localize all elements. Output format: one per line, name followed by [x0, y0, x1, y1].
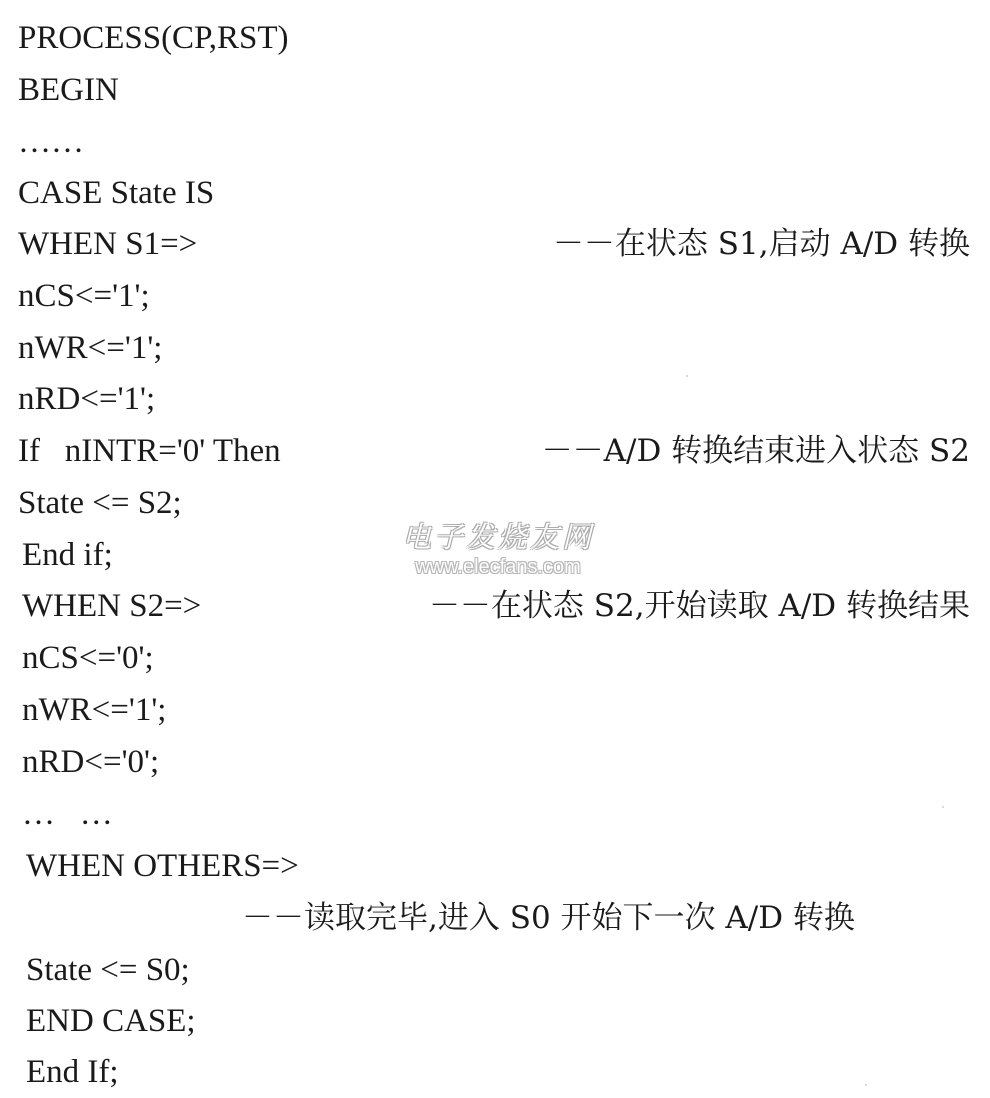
code-line: [0, 322, 990, 374]
code-line: [0, 64, 990, 116]
code-line: [0, 632, 990, 684]
code-comment: －－在状态 S1,启动 A/D 转换: [552, 226, 970, 262]
code-text: End If;: [26, 1054, 119, 1090]
code-line: [0, 116, 990, 168]
code-line: [0, 373, 990, 425]
code-text: … …: [22, 796, 113, 832]
code-line: [0, 425, 990, 477]
code-line: [0, 12, 990, 64]
code-line: [0, 270, 990, 322]
scan-speck: [686, 375, 688, 377]
code-line: [0, 477, 990, 529]
watermark-url: www.elecfans.com: [415, 556, 581, 578]
code-text: nWR<='1';: [18, 330, 163, 366]
code-comment: －－A/D 转换结束进入状态 S2: [541, 433, 970, 469]
code-text: WHEN S1=>: [18, 226, 198, 262]
watermark-title: 电子发烧友网: [401, 520, 594, 554]
code-text: nWR<='1';: [22, 692, 167, 728]
code-line: [0, 1046, 990, 1098]
code-text: nCS<='1';: [18, 278, 150, 314]
code-comment: －－在状态 S2,开始读取 A/D 转换结果: [428, 588, 970, 624]
code-text: State <= S2;: [18, 485, 182, 521]
code-line: [0, 218, 990, 270]
code-text: ……: [18, 124, 84, 160]
scan-speck: [942, 806, 944, 808]
code-text: nRD<='0';: [22, 744, 160, 780]
code-line: [0, 840, 990, 892]
code-line: [0, 684, 990, 736]
code-text: nRD<='1';: [18, 381, 156, 417]
code-line: [0, 529, 990, 581]
scan-speck: [865, 1084, 867, 1086]
code-comment: －－读取完毕,进入 S0 开始下一次 A/D 转换: [242, 900, 855, 936]
code-line: [0, 580, 990, 632]
code-text: BEGIN: [18, 72, 119, 108]
code-line: [0, 995, 990, 1047]
code-text: State <= S0;: [26, 952, 190, 988]
code-text: CASE State IS: [18, 175, 215, 211]
code-text: nCS<='0';: [22, 640, 154, 676]
code-text: END CASE;: [26, 1003, 196, 1039]
code-text: End if;: [22, 537, 113, 573]
code-line: [0, 944, 990, 996]
code-line: [0, 736, 990, 788]
code-line: [0, 167, 990, 219]
code-text: If nINTR='0' Then: [18, 433, 281, 469]
code-line: [0, 788, 990, 840]
code-text: WHEN OTHERS=>: [26, 848, 299, 884]
code-line: [0, 892, 990, 944]
code-text: PROCESS(CP,RST): [18, 20, 289, 56]
code-text: WHEN S2=>: [22, 588, 202, 624]
